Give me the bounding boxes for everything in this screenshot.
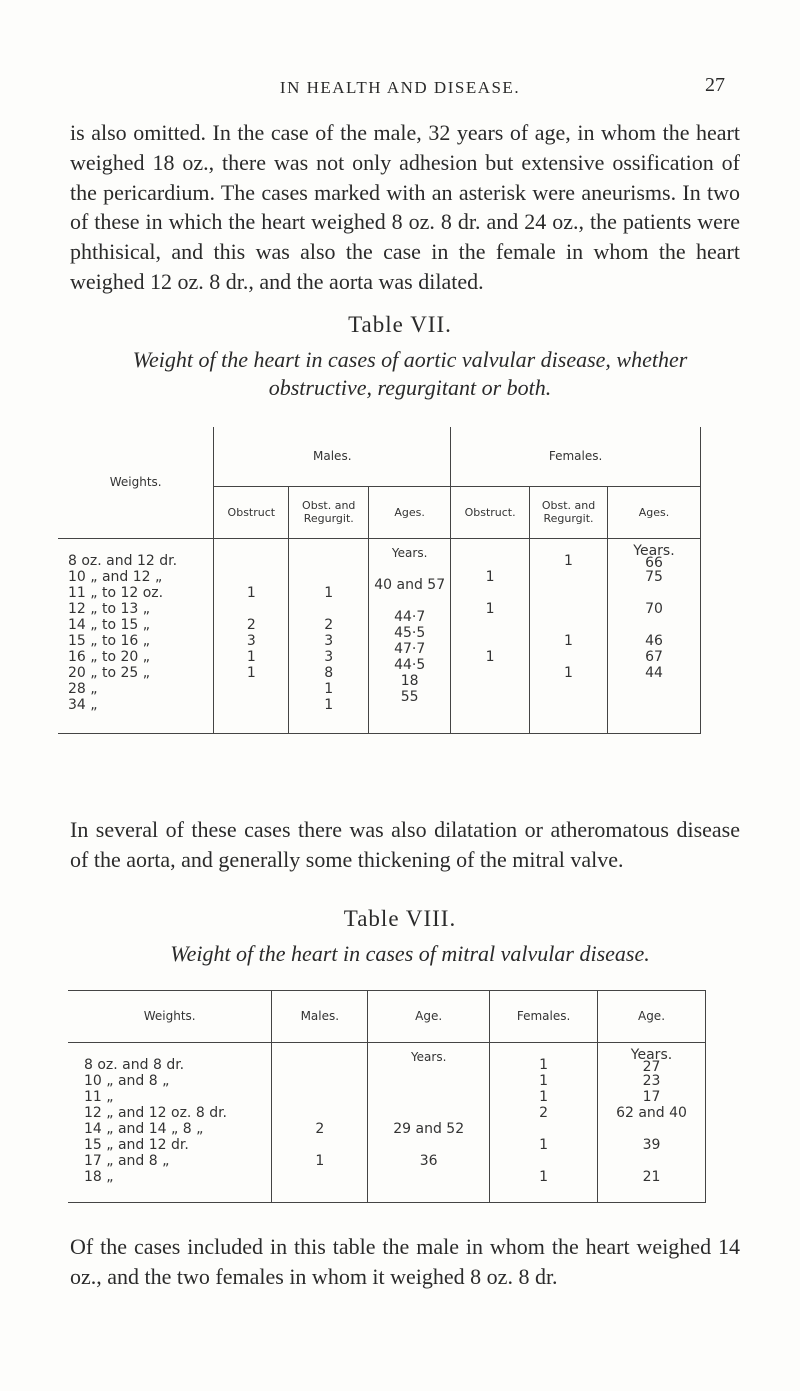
table-cell [368, 1137, 489, 1153]
table-7-header-females: Females. [451, 427, 701, 486]
table-7-female-both-column [530, 538, 608, 733]
table-cell [451, 553, 529, 569]
table-7-header-males: Males. [214, 427, 451, 486]
table-cell [451, 681, 529, 697]
table-cell [530, 649, 607, 665]
table-cell: 46 [645, 632, 663, 649]
table-cell: 1 [324, 584, 334, 601]
table-row: 15 „ to 16 „ [68, 632, 150, 649]
table-cell: 18 [400, 672, 419, 689]
table-cell: 2 [246, 616, 256, 633]
table-cell [214, 601, 288, 617]
table-cell: 1 [324, 680, 334, 697]
table-row: 11 „ [84, 1089, 114, 1105]
paragraph-intro: is also omitted. In the case of the male, 32 years of age, in whom the heart weighed 18 oz., there was not only adhesion but extensive ossification of the pericardium. The cases marked with an asterisk were aneurisms. In two of these in which the heart weighed 8 oz. 8 dr. and 24 oz., the patients were phthisical, and this was also the case in the female in whom the heart weighed 12 oz. 8 dr., and the aorta was dilated. [70, 120, 740, 294]
table-cell [530, 697, 607, 713]
table-cell: 1 [539, 1137, 549, 1153]
table-cell [369, 593, 450, 609]
table-row: 14 „ and 14 „ 8 „ [84, 1121, 204, 1137]
table-7-header-obstruct-female: Obstruct. [451, 486, 530, 538]
table-cell [451, 617, 529, 633]
table-cell [214, 681, 288, 697]
table-7-male-both-column [289, 538, 369, 733]
table-cell: Years. [410, 1050, 447, 1064]
table-cell: 44·5 [394, 656, 426, 673]
table-cell: 1 [539, 1089, 549, 1105]
table-cell: 1 [539, 1073, 549, 1089]
table-cell: 3 [324, 648, 334, 665]
table-row: 12 „ to 13 „ [68, 600, 150, 617]
table-cell [272, 1073, 367, 1089]
table-cell [490, 1121, 597, 1137]
table-row: 10 „ and 12 „ [68, 568, 163, 585]
table-cell: 47·7 [394, 640, 426, 657]
table-8-age-female-column [598, 1043, 706, 1203]
page-number: 27 [705, 74, 725, 96]
table-cell: 39 [642, 1137, 661, 1153]
table-row: 18 „ [84, 1169, 114, 1185]
table-cell: 67 [645, 648, 663, 665]
table-cell [368, 1105, 489, 1121]
table-row: 15 „ and 12 dr. [84, 1137, 189, 1153]
table-cell: 1 [539, 1169, 549, 1185]
table-cell [289, 553, 368, 569]
table-cell: 29 and 52 [393, 1121, 465, 1137]
table-7-header-obst-regurg-male: Obst. and Regurgit. [289, 486, 369, 538]
table-cell: 1 [246, 664, 256, 681]
table-8-header-age-female: Age. [598, 991, 706, 1043]
table-8-header-weights: Weights. [68, 991, 272, 1043]
table-cell [368, 1073, 489, 1089]
table-cell [608, 697, 700, 713]
table-cell [368, 1169, 489, 1185]
table-cell [214, 569, 288, 585]
table-7-header-ages-male: Ages. [369, 486, 451, 538]
table-cell: 1 [485, 568, 495, 585]
table-cell [451, 633, 529, 649]
table-cell [530, 681, 607, 697]
table-cell [490, 1153, 597, 1169]
table-cell: 2 [539, 1105, 549, 1121]
table-cell: 23 [642, 1073, 661, 1089]
table-7-header-obst-regurg-female: Obst. and Regurgit. [530, 486, 608, 538]
table-cell: Years. 27 [630, 1047, 673, 1075]
table-cell [530, 569, 607, 585]
table-cell: 36 [419, 1153, 438, 1169]
table-cell: 1 [324, 696, 334, 713]
table-cell: 2 [315, 1121, 325, 1137]
table-8-header-females: Females. [490, 991, 598, 1043]
table-cell [530, 601, 607, 617]
table-row: 8 oz. and 8 dr. [84, 1057, 185, 1073]
table-cell [451, 697, 529, 713]
table-8-males-column [272, 1043, 368, 1203]
table-cell: 1 [485, 648, 495, 665]
table-cell: 70 [645, 600, 663, 617]
table-cell: 1 [564, 664, 573, 681]
table-cell [289, 601, 368, 617]
table-cell: 44·7 [394, 608, 426, 625]
table-cell: 45·5 [394, 624, 426, 641]
table-7-header-ages-female: Ages. [607, 486, 700, 538]
table-cell [272, 1089, 367, 1105]
table-8-header-males: Males. [272, 991, 368, 1043]
table-cell: 1 [485, 600, 495, 617]
table-7-weights-column [58, 538, 214, 733]
table-7-header-weights: Weights. [58, 427, 214, 538]
table-cell: 1 [564, 632, 573, 649]
table-7-male-ages-column [369, 538, 451, 733]
table-row: 11 „ to 12 oz. [68, 584, 164, 601]
table-row: 12 „ and 12 oz. 8 dr. [84, 1105, 228, 1121]
table-cell: Years. 66 [633, 542, 675, 571]
table-cell [289, 569, 368, 585]
table-cell: 40 and 57 [374, 576, 446, 593]
table-cell [272, 1169, 367, 1185]
table-cell: 17 [642, 1089, 661, 1105]
table-8-females-column [490, 1043, 598, 1203]
table-cell: 2 [324, 616, 334, 633]
table-row: 17 „ and 8 „ [84, 1153, 170, 1169]
table-cell [369, 561, 450, 577]
table-7-female-ages-column [607, 538, 700, 733]
paragraph-middle: In several of these cases there was also dilatation or atheromatous disease of the aorta, and generally some thickening of the mitral valve. [70, 817, 740, 872]
table-cell [368, 1089, 489, 1105]
table-cell: 21 [642, 1169, 661, 1185]
table-7-male-obstruct-column [214, 538, 289, 733]
table-cell [214, 553, 288, 569]
table-cell: 1 [539, 1057, 549, 1073]
table-8 [68, 990, 706, 1203]
table-row: 28 „ [68, 680, 98, 697]
table-cell [272, 1137, 367, 1153]
table-cell [608, 681, 700, 697]
table-8-title: Table VIII. [343, 906, 457, 931]
table-8-header-age-male: Age. [368, 991, 490, 1043]
table-cell: 1 [246, 648, 256, 665]
table-cell: 1 [564, 552, 573, 569]
table-7-header-obstruct-male: Obstruct [214, 486, 289, 538]
table-cell [272, 1105, 367, 1121]
table-cell: Years. [391, 545, 428, 560]
table-7 [58, 427, 701, 734]
table-row: 34 „ [68, 696, 98, 713]
table-cell: 62 and 40 [616, 1105, 687, 1121]
table-cell [530, 617, 607, 633]
table-cell: 8 [324, 664, 334, 681]
table-row: 14 „ to 15 „ [68, 616, 150, 633]
table-cell: 55 [400, 688, 419, 705]
table-cell: 44 [645, 664, 663, 681]
table-cell [451, 585, 529, 601]
table-8-age-male-column [368, 1043, 490, 1203]
table-row: 10 „ and 8 „ [84, 1073, 170, 1089]
table-cell: 1 [315, 1153, 325, 1169]
table-row: 16 „ to 20 „ [68, 648, 150, 665]
table-row: 8 oz. and 12 dr. [68, 552, 178, 569]
running-head: IN HEALTH AND DISEASE. [279, 78, 521, 97]
table-cell [608, 585, 700, 601]
table-cell [530, 585, 607, 601]
table-cell [214, 697, 288, 713]
table-cell: 1 [246, 584, 256, 601]
table-cell: 3 [324, 632, 334, 649]
table-cell [451, 665, 529, 681]
table-cell [608, 617, 700, 633]
table-7-female-obstruct-column [451, 538, 530, 733]
table-8-caption: Weight of the heart in cases of mitral valvular disease. [170, 941, 650, 966]
table-row: 20 „ to 25 „ [68, 664, 150, 681]
table-7-title: Table VII. [348, 312, 452, 337]
table-cell [598, 1153, 705, 1169]
table-7-caption: Weight of the heart in cases of aortic valvular disease, whether obstructive, regurgitant or both. [132, 347, 688, 400]
table-cell: 3 [246, 632, 256, 649]
paragraph-closing: Of the cases included in this table the male in whom the heart weighed 14 oz., and the two females in whom it weighed 8 oz. 8 dr. [70, 1234, 740, 1289]
table-8-weights-column [68, 1043, 272, 1203]
table-cell [598, 1121, 705, 1137]
table-cell [272, 1057, 367, 1073]
table-cell: 75 [645, 568, 663, 585]
